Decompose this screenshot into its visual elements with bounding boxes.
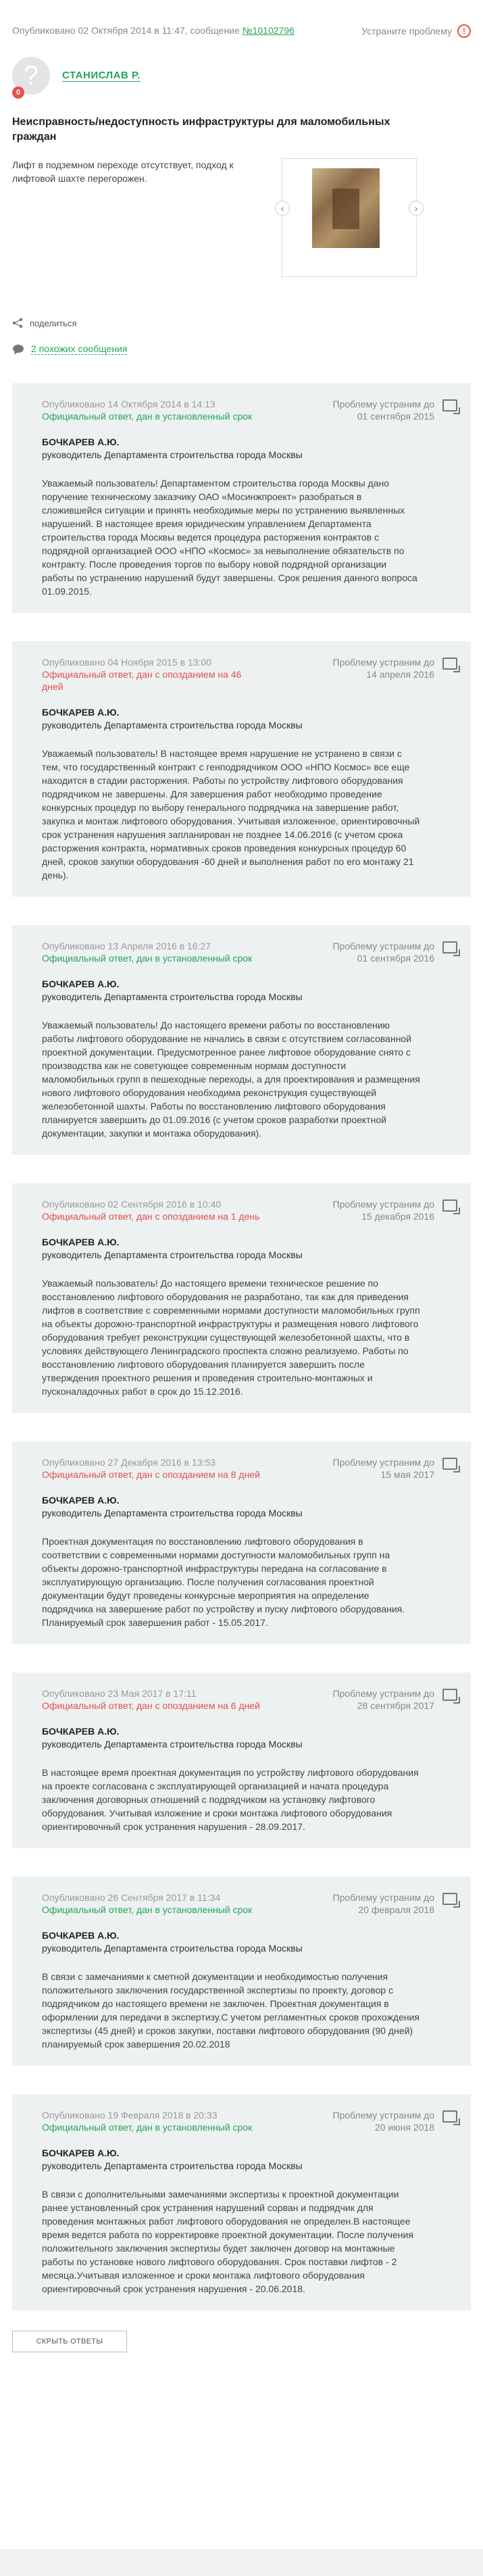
- answer-text: В связи с замечаниями к сметной документации и необходимостью получения положительного заключения государственной экспертизы по проекту, договор с подрядчиком до настоящего времени не заключен. Проектная документация в оформлении для передачи в экспертизу.С учетом регламентных сроков прохождения экспертизы (45 дней) и сроков закупки, поставки лифтового оборудования (90 дней) планируемый срок завершения 20.02.2018: [42, 1971, 420, 2050]
- official-info: [42, 1725, 457, 1751]
- official-role: руководитель Департамента строительства города Москвы: [42, 1943, 303, 1954]
- problem-photo[interactable]: [312, 168, 380, 248]
- answer-status: Официальный ответ, дан в установленный срок: [42, 411, 253, 422]
- answer-card: [12, 641, 471, 897]
- official-info: [42, 1236, 457, 1262]
- hide-answers-button[interactable]: СКРЫТЬ ОТВЕТЫ: [12, 2331, 127, 2352]
- published-info: [12, 24, 295, 38]
- answer-published: Опубликовано 04 Ноября 2015 в 13:00: [42, 657, 212, 668]
- answer-status-block: [42, 1456, 265, 1481]
- official-role: руководитель Департамента строительства города Москвы: [42, 720, 303, 730]
- warning-icon: !: [457, 24, 471, 38]
- answer-deadline: Проблему устраним до 15 мая 2017: [332, 1457, 434, 1480]
- similar-messages: [12, 343, 471, 355]
- expand-answer-icon[interactable]: [442, 1893, 457, 1905]
- official-role: руководитель Департамента строительства города Москвы: [42, 1739, 303, 1750]
- avatar[interactable]: [12, 57, 50, 95]
- expand-answer-icon[interactable]: [442, 1199, 457, 1212]
- answer-header: [42, 398, 457, 422]
- official-info: [42, 1929, 457, 1955]
- official-role: руководитель Департамента строительства города Москвы: [42, 991, 303, 1002]
- answer-header: [42, 1198, 457, 1222]
- answer-published: Опубликовано 14 Октября 2014 в 14:13: [42, 399, 215, 410]
- official-role: руководитель Департамента строительства города Москвы: [42, 1249, 303, 1260]
- answer-card: [12, 1183, 471, 1413]
- answer-text: Уважаемый пользователь! Департаментом строительства города Москвы дано поручение техническому заказчику ОАО «Мосинжпроект» разобраться в сложившейся ситуации и принять необходимые меры по устранению выявленных нарушений. В настоящее время юридическим управлением Департамента строительства города Москвы ведется процедура расторжения контрактов с подрядной организацией ООО «НПО «Космос» за невыполнение обязательств по контракту. После проведения торгов по выбору новой подрядной организации работы по устранению нарушений будут завершены. Срок решения данного вопроса 01.09.2015.: [42, 478, 417, 597]
- answer-text: В связи с дополнительными замечаниями экспертизы к проектной документации ранее установленный срок устранения нарушений сорван и подрядчик для проведения монтажных работ лифтового оборудования не определен.В настоящее время ведется работа по корректировке проектной документации. После получения положительного заключения экспертизы будет заключен договор на монтажные работы по установке нового лифтового оборудования. Срок поставки лифтов - 2 месяца.Учитывая изложенное и сроки монтажа лифтового оборудования ориентировочный срок устранения нарушения - 20.06.2018.: [42, 2189, 413, 2294]
- answer-deadline: Проблему устраним до 15 декабря 2016: [332, 1199, 434, 1222]
- answer-header: [42, 940, 457, 964]
- answer-deadline: Проблему устраним до 14 апреля 2016: [332, 657, 434, 680]
- official-name: БОЧКАРЕВ А.Ю.: [42, 1237, 120, 1247]
- author-block: [12, 57, 471, 95]
- official-answers: [12, 383, 471, 2310]
- expand-answer-icon[interactable]: [442, 399, 457, 412]
- answer-status-block: [42, 1891, 265, 1916]
- problem-description: Лифт в подземном переходе отсутствует, подход к лифтовой шахте перегорожен.: [12, 159, 234, 184]
- answer-status-block: [42, 1687, 265, 1712]
- official-name: БОЧКАРЕВ А.Ю.: [42, 1495, 120, 1506]
- answer-deadline: Проблему устраним до 01 сентября 2015: [332, 399, 434, 422]
- answer-published: Опубликовано 23 Мая 2017 в 17:11: [42, 1688, 197, 1699]
- speech-bubble-icon: [12, 344, 24, 355]
- answer-deadline-block: [326, 656, 457, 693]
- expand-answer-icon[interactable]: [442, 658, 457, 670]
- official-name: БОЧКАРЕВ А.Ю.: [42, 707, 120, 718]
- photo-gallery: [282, 158, 417, 277]
- answer-published: Опубликовано 26 Сентября 2017 в 11:34: [42, 1892, 221, 1903]
- published-text: Опубликовано 02 Октября 2014 в 11:47, сообщение: [12, 25, 243, 36]
- answer-deadline: Проблему устраним до 20 февраля 2018: [332, 1892, 434, 1915]
- answer-published: Опубликовано 02 Сентября 2016 в 10:40: [42, 1199, 222, 1210]
- expand-answer-icon[interactable]: [442, 941, 457, 953]
- answer-deadline-block: [326, 1687, 457, 1712]
- similar-messages-link[interactable]: 2 похожих сообщения: [31, 343, 128, 354]
- answer-status: Официальный ответ, дан с опозданием на 46 дней: [42, 669, 242, 692]
- report-label: Устраните проблему: [361, 25, 452, 36]
- answer-text: Проектная документация по восстановлению лифтового оборудования в соответствии с современными нормами доступности маломобильных групп на объекты дорожно-транспортной инфраструктуры передана на согласование в эксплуатирующую организацию. После получения согласования проектной документации будут проведены конкурсные мероприятия на определение подрядчика на завершение работ по устройству и пуску лифтового оборудования. Планируемый срок завершения работ - 15.05.2017.: [42, 1536, 405, 1628]
- footer-band: [0, 2549, 483, 2576]
- answer-card: [12, 1673, 471, 1848]
- answer-status: Официальный ответ, дан в установленный срок: [42, 1904, 253, 1915]
- answer-header: [42, 1687, 457, 1712]
- answer-deadline-block: [326, 1456, 457, 1481]
- official-name: БОЧКАРЕВ А.Ю.: [42, 1726, 120, 1737]
- author-badge: 0: [12, 86, 24, 99]
- answer-published: Опубликовано 13 Апреля 2016 в 16:27: [42, 941, 211, 951]
- answer-status: Официальный ответ, дан с опозданием на 6 дней: [42, 1700, 260, 1711]
- report-problem-button[interactable]: [361, 24, 471, 38]
- answer-header: [42, 656, 457, 693]
- answer-status: Официальный ответ, дан в установленный срок: [42, 953, 253, 964]
- answer-status: Официальный ответ, дан с опозданием на 1 день: [42, 1211, 260, 1222]
- answer-card: [12, 1441, 471, 1644]
- answer-header: [42, 1891, 457, 1916]
- official-info: [42, 706, 457, 732]
- avatar-placeholder-icon: ?: [23, 60, 39, 91]
- expand-answer-icon[interactable]: [442, 2110, 457, 2123]
- answer-text: В настоящее время проектная документация по устройству лифтового оборудования на проекте согласована с эксплуатирующей организацией и начата процедура заключения договорных отношений с подрядчиком на установку лифтового оборудования. Учитывая изложение и сроки монтажа лифтового оборудования ориентировочный срок устранения нарушения - 28.09.2017.: [42, 1767, 419, 1832]
- official-info: [42, 436, 457, 462]
- answer-deadline: Проблему устраним до 01 сентября 2016: [332, 941, 434, 964]
- expand-answer-icon[interactable]: [442, 1689, 457, 1701]
- answer-status-block: [42, 656, 265, 693]
- official-role: руководитель Департамента строительства города Москвы: [42, 2160, 303, 2171]
- answer-published: Опубликовано 19 Февраля 2018 в 20:33: [42, 2110, 218, 2121]
- answer-deadline: Проблему устраним до 20 июня 2018: [332, 2110, 434, 2133]
- answer-status: Официальный ответ, дан с опозданием на 8 дней: [42, 1469, 260, 1480]
- official-info: [42, 978, 457, 1004]
- answer-deadline-block: [326, 398, 457, 422]
- answer-deadline: Проблему устраним до 28 сентября 2017: [332, 1688, 434, 1711]
- answer-status-block: [42, 1198, 265, 1222]
- answer-text: Уважаемый пользователь! В настоящее время нарушение не устранено в связи с тем, что государственный контракт с генподрядчиком ООО «НПО Космос» все еще находится в стадии расторжения. Работы по устройству лифтового оборудования подрядчиком не завершены. Для завершения работ необходимо проведение конкурсных процедур по выбору генерального подрядчика на завершение работ, закупка и монтаж лифтового оборудования. Учитывая изложенное, ориентировочный срок устранения нарушения запланирован не позднее 14.06.2016 (с учетом срока расторжения контракта, нормативных сроков проведения конкурсных процедур 60 дней, сроков закупки оборудования -60 дней и выполнения работ по его монтажу 21 день).: [42, 748, 420, 881]
- expand-answer-icon[interactable]: [442, 1458, 457, 1470]
- answer-header: [42, 1456, 457, 1481]
- message-number-link[interactable]: №10102796: [242, 25, 295, 36]
- gallery-prev-button[interactable]: ‹: [275, 201, 290, 216]
- problem-body: [12, 158, 471, 277]
- official-info: [42, 2147, 457, 2173]
- answer-status-block: [42, 398, 265, 422]
- answer-text: Уважаемый пользователь! До настоящего времени техническое решение по восстановлению лифтового оборудования не разработано, так как для приведения лифтов в соответствие с современными нормами доступности маломобильных групп на объекты дорожно-транспортной инфраструктуры и размещения нового лифтового оборудования требует реконструкции существующей железобетонной шахты, что в условиях действующего Ленинградского проспекта сложно реализуемо. Работы по восстановлению лифтового оборудования планируется завершить после утверждения проектного решения и проведения строительно-монтажных и пусконаладочных работ в срок до 15.12.2016.: [42, 1278, 420, 1397]
- answer-text: Уважаемый пользователь! До настоящего времени работы по восстановлению работы лифтового оборудование не начались в связи с отсутствием согласованной проектной документации. Предусмотренное ранее лифтовое оборудование снято с производства как не советующее современным нормам доступности маломобильных групп в пешеходные переходы, а для проектирования и размещения нового лифтового оборудования необходима реконструкция существующей железобетонной шахты. Работы по восстановлению лифтового оборудования планируется завершить до 01.09.2016 (с учетом сроков разработки проектной документации, закупки и монтажа оборудования).: [42, 1020, 420, 1139]
- message-meta: [12, 24, 471, 38]
- official-role: руководитель Департамента строительства города Москвы: [42, 449, 303, 460]
- answer-header: [42, 2109, 457, 2133]
- official-name: БОЧКАРЕВ А.Ю.: [42, 437, 120, 447]
- gallery-next-button[interactable]: ›: [409, 201, 424, 216]
- official-role: руководитель Департамента строительства города Москвы: [42, 1508, 303, 1518]
- answer-card: [12, 1877, 471, 2066]
- official-name: БОЧКАРЕВ А.Ю.: [42, 979, 120, 989]
- answer-card: [12, 925, 471, 1155]
- answer-status-block: [42, 940, 265, 964]
- official-name: БОЧКАРЕВ А.Ю.: [42, 1930, 120, 1941]
- answer-card: [12, 2094, 471, 2310]
- answer-deadline-block: [326, 2109, 457, 2133]
- author-name-link[interactable]: СТАНИСЛАВ Р.: [62, 70, 141, 81]
- answer-deadline-block: [326, 1198, 457, 1222]
- answer-status-block: [42, 2109, 265, 2133]
- share-icon: [12, 318, 23, 328]
- share-label: поделиться: [30, 318, 77, 328]
- answer-published: Опубликовано 27 Декабря 2016 в 13:53: [42, 1457, 216, 1468]
- answer-card: [12, 383, 471, 613]
- answer-deadline-block: [326, 940, 457, 964]
- answer-deadline-block: [326, 1891, 457, 1916]
- answer-status: Официальный ответ, дан в установленный срок: [42, 2122, 253, 2133]
- problem-title: Неисправность/недоступность инфраструктуры для маломобильных граждан: [12, 116, 390, 143]
- share-button[interactable]: [12, 318, 471, 328]
- official-name: БОЧКАРЕВ А.Ю.: [42, 2148, 120, 2158]
- official-info: [42, 1494, 457, 1520]
